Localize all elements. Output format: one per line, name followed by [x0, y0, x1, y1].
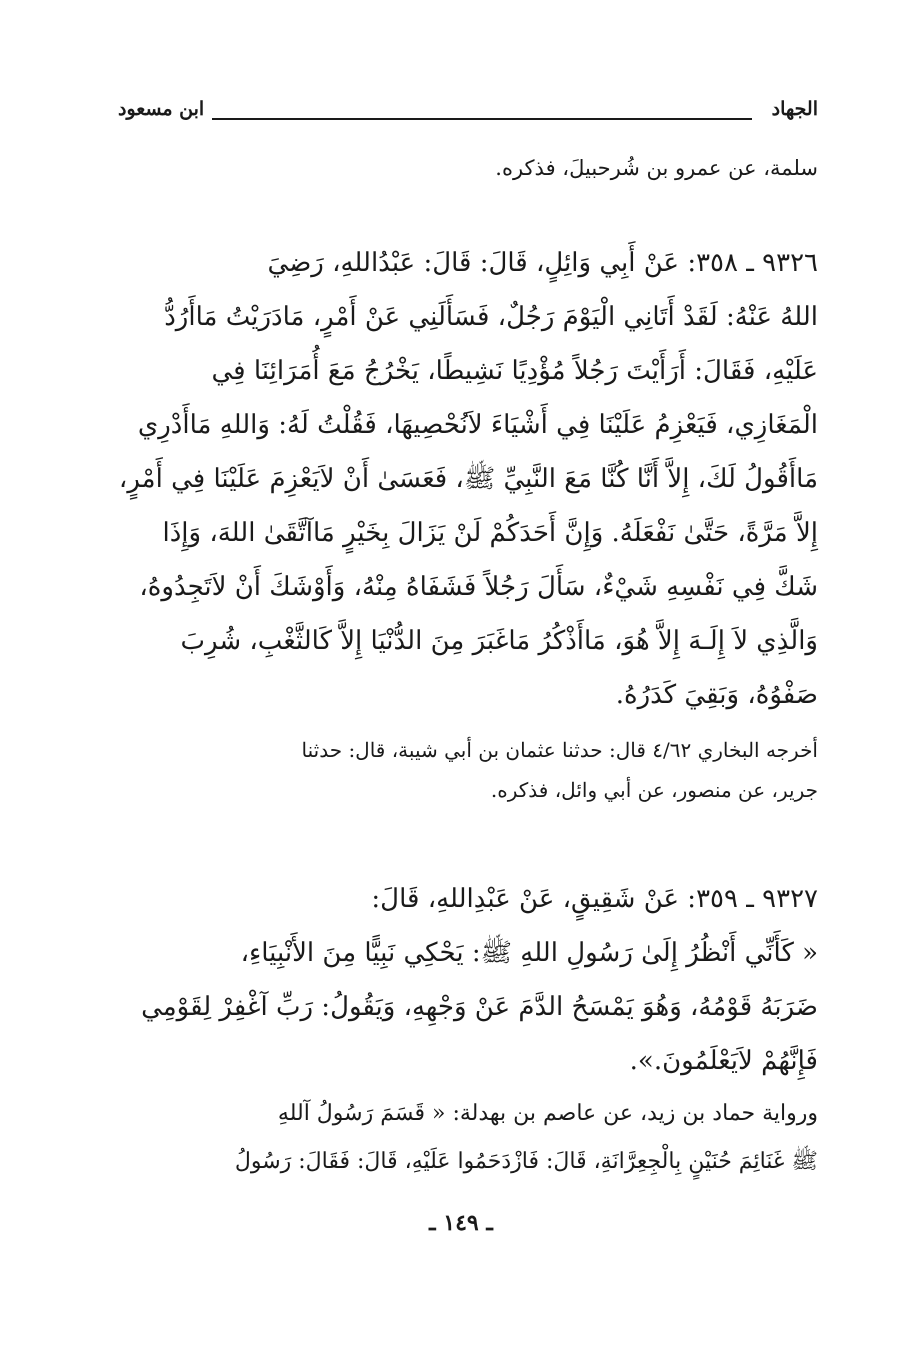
header-rule — [212, 118, 752, 120]
takhrij-line: جرير، عن منصور، عن أبي وائل، فذكره. — [490, 778, 818, 802]
riwayah-line: ﷺ غَنَائِمَ حُنَيْنٍ بِالْجِعِرَّانَةِ، قَالَ: فَازْدَحَمُوا عَلَيْهِ، قَالَ: فَقَالَ: رَسُولُ — [234, 1149, 818, 1174]
hadith-line: صَفْوُهُ، وَبَقِيَ كَدَرُهُ. — [615, 680, 818, 710]
intro-line: سلمة، عن عمرو بن شُرحبيلَ، فذكره. — [495, 156, 818, 180]
page-number: ـ ١٤٩ ـ — [429, 1210, 493, 1236]
hadith-line: الْمَغَازِي، فَيَعْزِمُ عَلَيْنَا فِي أَشْيَاءَ لاَنُحْصِيهَا، فَقُلْتُ لَهُ: وَاللهِ مَاأَدْرِي — [137, 410, 818, 440]
hadith-line: « كَأَنِّي أَنْظُرُ إِلَىٰ رَسُولِ اللهِ ﷺ: يَحْكِي نَبِيًّا مِنَ الأَنْبِيَاءِ، — [240, 938, 818, 968]
hadith-9327 — [118, 872, 818, 1088]
hadith-line: فَإِنَّهُمْ لاَيَعْلَمُونَ.». — [629, 1046, 818, 1076]
hadith-line: شَكَّ فِي نَفْسِهِ شَيْءٌ، سَأَلَ رَجُلاً فَشَفَاهُ مِنْهُ، وَأَوْشَكَ أَنْ لاَتَجِدُوهُ، — [139, 572, 818, 602]
hadith-number-line: ٩٣٢٧ ـ ٣٥٩: عَنْ شَقِيقٍ، عَنْ عَبْدِاللهِ، قَالَ: — [371, 884, 818, 914]
takhrij-9326 — [118, 730, 818, 810]
takhrij-line: أخرجه البخاري ٤/٦٢ قال: حدثنا عثمان بن أبي شيبة، قال: حدثنا — [301, 738, 818, 762]
hadith-line: مَاأَقُولُ لَكَ، إِلاَّ أَنَّا كُنَّا مَعَ النَّبِيِّ ﷺ، فَعَسَىٰ أَنْ لاَيَعْزِمَ عَلَيْنَا فِي أَمْرٍ، — [118, 464, 818, 494]
hadith-line: عَلَيْهِ، فَقَالَ: أَرَأَيْتَ رَجُلاً مُؤْدِيًا نَشِيطًا، يَخْرُجُ مَعَ أُمَرَائِنَا فِي — [211, 356, 818, 386]
hadith-line: ضَرَبَهُ قَوْمُهُ، وَهُوَ يَمْسَحُ الدَّمَ عَنْ وَجْهِهِ، وَيَقُولُ: رَبِّ آغْفِرْ لِقَوْمِي — [141, 992, 818, 1022]
narrator-title: ابن مسعود — [118, 98, 205, 120]
chapter-title: الجهاد — [771, 98, 818, 120]
riwayah-line: ورواية حماد بن زيد، عن عاصم بن بهدلة: « قَسَمَ رَسُولُ آللهِ — [277, 1101, 818, 1126]
hadith-9326 — [118, 236, 818, 722]
hadith-line: اللهُ عَنْهُ: لَقَدْ أَتَانِي الْيَوْمَ رَجُلٌ، فَسَأَلَنِي عَنْ أَمْرٍ، مَادَرَيْتُ مَاأَرُدُّ — [164, 302, 818, 332]
running-header — [118, 98, 818, 126]
hadith-line: وَالَّذِي لاَ إِلَـهَ إِلاَّ هُوَ، مَاأَذْكُرُ مَاغَبَرَ مِنَ الدُّنْيَا إِلاَّ كَالثَّغْبِ، شُرِبَ — [180, 626, 818, 656]
hadith-line: إِلاَّ مَرَّةً، حَتَّىٰ نَفْعَلَهُ. وَإِنَّ أَحَدَكُمْ لَنْ يَزَالَ بِخَيْرٍ مَاآتَّقَىٰ اللهَ، وَإِذَا — [162, 518, 818, 548]
hadith-number-line: ٩٣٢٦ ـ ٣٥٨: عَنْ أَبِي وَائِلٍ، قَالَ: قَالَ: عَبْدُاللهِ، رَضِيَ — [267, 248, 818, 278]
riwayah-hammad — [118, 1090, 818, 1186]
